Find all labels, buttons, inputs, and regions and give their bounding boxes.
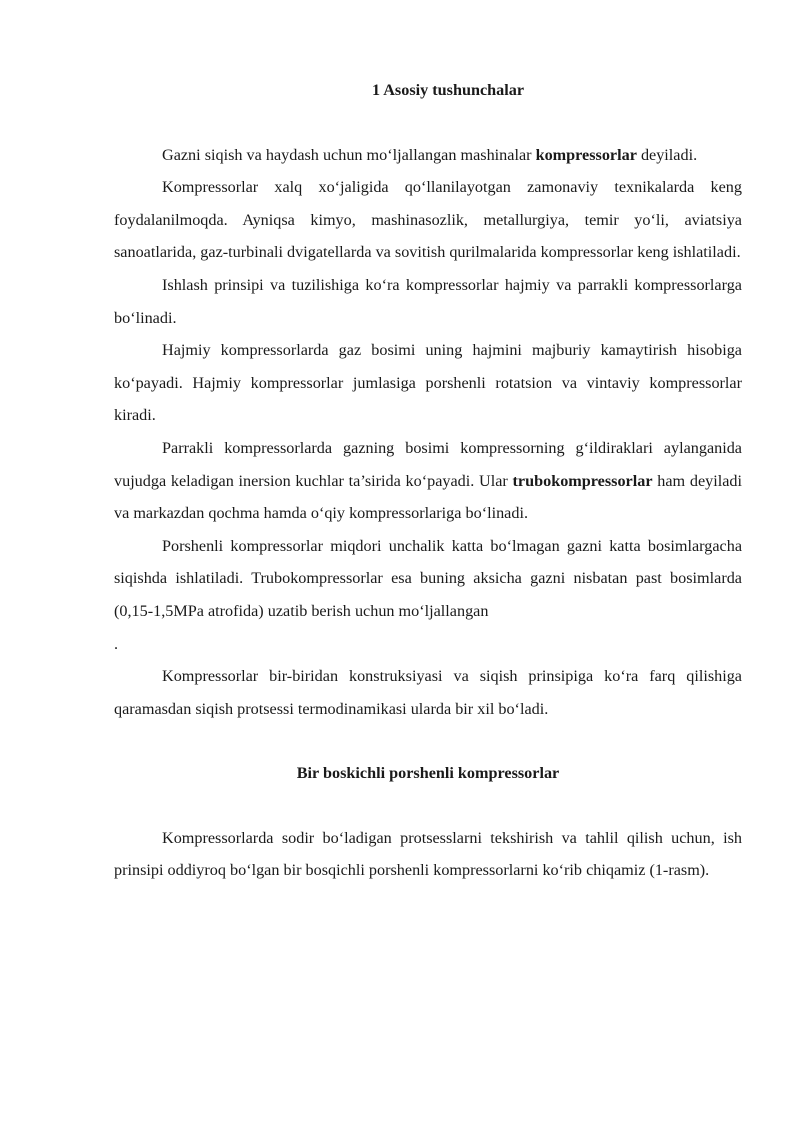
bold-term-trubokompressorlar: trubokompressorlar [512, 471, 653, 490]
paragraph-text: ham deyiladi va markazdan qochma hamda o‘qiy kompressorlariga bo‘linadi. [114, 471, 742, 523]
bold-term-kompressorlar: kompressorlar [535, 145, 637, 164]
paragraph-text: Gazni siqish va haydash uchun mo‘ljallangan mashinalar [162, 145, 536, 164]
paragraph-vane [114, 432, 742, 530]
paragraph-trailing-dot: . [114, 634, 119, 653]
paragraph-text: deyiladi. [636, 145, 698, 164]
paragraph-volumetric: Hajmiy kompressorlarda gaz bosimi uning hajmini majburiy kamaytirish hisobiga ko‘payadi. Hajmiy kompressorlar jumlasiga porshenli rotatsion va vintaviy kompressorlar kiradi. [114, 341, 742, 425]
paragraph-definition [114, 139, 742, 172]
paragraph-thermodynamics: Kompressorlar bir-biridan konstruksiyasi va siqish prinsipiga ko‘ra farq qilishiga qaramasdan siqish protsessi termodinamikasi ularda bir xil bo‘ladi. [114, 667, 742, 718]
paragraph-classification: Ishlash prinsipi va tuzilishiga ko‘ra kompressorlar hajmiy va parrakli kompressorlarga bo‘linadi. [114, 275, 742, 327]
section-title: 1 Asosiy tushunchalar [371, 81, 525, 99]
paragraph-single-stage: Kompressorlarda sodir bo‘ladigan protsesslarni tekshirish va tahlil qilish uchun, ish prinsipi oddiyroq bo‘lgan bir bosqichli porshenli kompressorlarni ko‘rib chiqamiz (1-rasm). [114, 828, 742, 880]
document-page [114, 74, 742, 887]
subsection-title: Bir boskichli porshenli kompressorlar [296, 764, 560, 783]
paragraph-piston-vs-turbo: Porshenli kompressorlar miqdori unchalik katta bo‘lmagan gazni katta bosimlargacha siqishda ishlatiladi. Trubokompressorlar esa buning aksicha gazni nisbatan past bosimlarda (0,15-1,5MPa atrofida) uzatib berish uchun mo‘ljallangan [114, 536, 742, 620]
paragraph-usage: Kompressorlar xalq xo‘jaligida qo‘llanilayotgan zamonaviy texnikalarda keng foydalanilmoqda. Ayniqsa kimyo, mashinasozlik, metallurgiya, temir yo‘li, aviatsiya sanoatlarida, gaz-turbinali dvigatellarda va sovitish qurilmalarida kompressorlar keng ishlatiladi. [114, 178, 742, 262]
paragraph-text: Parrakli kompressorlarda gazning bosimi kompressorning g‘ildiraklari aylanganida vujudga keladigan inersion kuchlar ta’sirida ko‘payadi. Ular [114, 438, 742, 490]
